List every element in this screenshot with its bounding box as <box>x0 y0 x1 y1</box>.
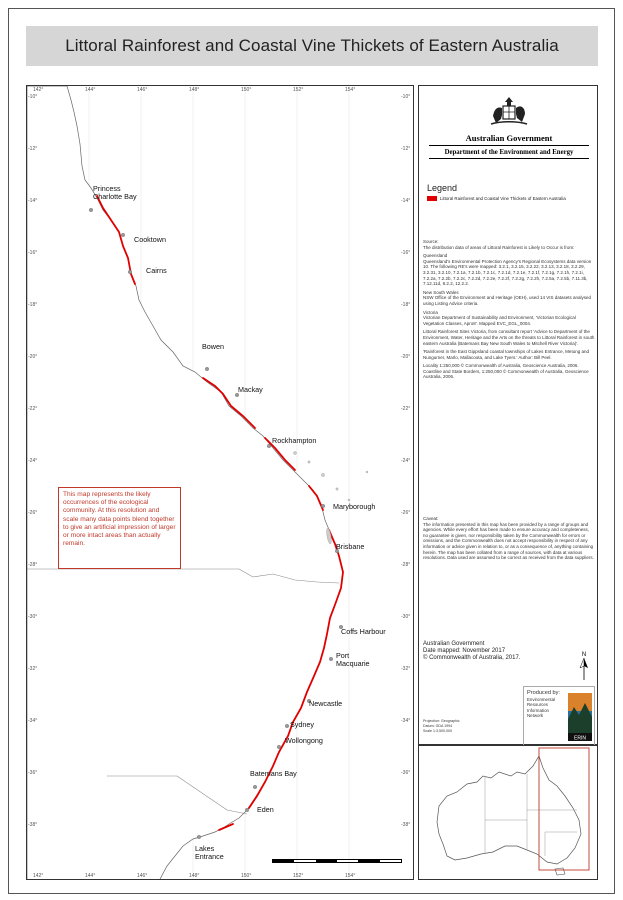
lat-tick: -22° <box>401 406 411 412</box>
lat-tick: -12° <box>28 146 38 152</box>
lat-tick: -28° <box>401 562 411 568</box>
lon-tick: 142° <box>33 873 44 879</box>
lon-tick: 148° <box>189 87 200 93</box>
place-label-eden: Eden <box>257 805 274 814</box>
lat-tick: -14° <box>28 198 38 204</box>
lat-tick: -34° <box>28 718 38 724</box>
north-label: N <box>581 652 587 658</box>
place-label-cairns: Cairns <box>146 266 167 275</box>
place-label-wollongong: Wollongong <box>285 736 323 745</box>
place-label-cooktown: Cooktown <box>134 235 166 244</box>
north-arrow <box>579 652 589 685</box>
map-note: This map represents the likely occurrences of the ecological community. At this resolution and scale many data points blend together to give an artificial impression of larger or more intact areas than actually remain. <box>58 487 181 569</box>
lon-tick: 152° <box>293 873 304 879</box>
lat-tick: -18° <box>401 302 411 308</box>
place-label-princess-charlotte-bay: Princess Charlotte Bay <box>93 184 137 201</box>
place-label-bowen: Bowen <box>202 342 224 351</box>
legend-item <box>427 196 566 201</box>
lat-tick: -32° <box>28 666 38 672</box>
lon-tick: 146° <box>137 87 148 93</box>
place-label-sydney: Sydney <box>290 720 314 729</box>
tasmania-outline <box>555 868 565 875</box>
lon-tick: 150° <box>241 87 252 93</box>
place-label-rockhampton: Rockhampton <box>272 436 317 445</box>
lon-tick: 154° <box>345 873 356 879</box>
lat-tick: -18° <box>28 302 38 308</box>
coat-of-arms-icon <box>487 94 531 126</box>
department-name: Department of the Environment and Energy <box>444 149 574 156</box>
lat-tick: -38° <box>401 822 411 828</box>
source-intro: Source: The distribution data of areas of Littoral Rainforest is Likely to Occur is from: <box>423 239 575 250</box>
government-block <box>419 94 599 156</box>
lat-tick: -20° <box>28 354 38 360</box>
place-label-port-macquarie: Port Macquarie <box>336 651 370 668</box>
lat-tick: -24° <box>401 458 411 464</box>
caveat-text: Caveat: The information presented in this map has been provided by a range of groups and agencies. While every effort has been made to ensure accuracy and completeness, no guarantee is given, nor responsibility taken by the Commonwealth for errors or omissions, and the Commonwealth does not accept responsibility in respect of any information or advice given in relation to, or as a consequence of, anything containing herein. The map has been collated from a range of sources, with data at various resolutions. Data used are assumed to be correct as received from the data suppliers. <box>423 516 594 561</box>
place-label-brisbane: Brisbane <box>336 542 365 551</box>
legend-item-label: Littoral Rainforest and Coastal Vine Thickets of Eastern Australia <box>440 196 566 201</box>
divider <box>429 158 589 159</box>
info-panel <box>418 85 598 745</box>
lat-tick: -30° <box>401 614 411 620</box>
projection-info: Projection: Geographic Datum: GDA 1994 Scale 1:3,500,000 <box>423 719 460 733</box>
lat-tick: -36° <box>401 770 411 776</box>
lon-tick: 148° <box>189 873 200 879</box>
place-label-newcastle: Newcastle <box>309 699 343 708</box>
lat-tick: -26° <box>401 510 411 516</box>
lat-tick: -10° <box>401 94 411 100</box>
map-title: Littoral Rainforest and Coastal Vine Thickets of Eastern Australia <box>65 36 559 55</box>
lat-tick: -24° <box>28 458 38 464</box>
source-queensland: Queensland Queensland's Environmental Protection Agency's Regional Ecosystems data version 10. The following RE's were mapped: 3.2.1, 3.2.15, 3.2.22, 3.2.13, 3.2.18, 3.2.29, 3.2.31, 3.2.10, 7.2.1a, 7.2.1b, 7.2.1c, 7.2.1d, 7.2.1e, 7.2.1f, 7.2.1g, 7.2.1h, 7.2.1i, 7.2.2a, 7.2.2b, 7.2.2c, 7.2.2d, 7.2.2e, 7.2.2f, 7.2.2g, 7.2.2h, 7.2.5a, 7.2.5b, 7.11.3b, 7.12.11d, 8.2.2, 12.2.2. <box>423 253 592 287</box>
lon-tick: 144° <box>85 873 96 879</box>
produced-by <box>523 686 595 746</box>
lat-tick: -22° <box>28 406 38 412</box>
erin-logo-text: ERIN <box>574 735 586 741</box>
erin-logo-icon <box>568 693 592 741</box>
scale-bar <box>272 859 402 863</box>
source-gippsland: 'Rainforest in the East Gippsland coastal townships of Lakes Entrance, Metung and Nungurner, Marlo, Mallacoota, and Lake Tyers.' Author: Bill Peel. <box>423 349 589 360</box>
map-credit: Australian Government Date mapped: November 2017 © Commonwealth of Australia, 2017. <box>423 641 521 661</box>
source-notes <box>423 239 595 383</box>
place-label-maryborough: Maryborough <box>333 502 376 511</box>
lon-tick: 146° <box>137 873 148 879</box>
lon-tick: 152° <box>293 87 304 93</box>
inset-map <box>418 745 598 880</box>
main-map <box>26 85 414 880</box>
map-canvas <box>27 86 414 880</box>
lon-tick: 142° <box>33 87 44 93</box>
source-littoral-sites: Littoral Rainforest Sites Victoria, from consultant report 'Advice to Department of the Environment, Water, Heritage and the Arts on the threats to Littoral Rainforest in south eastern Australia (Batemans Bay New South Wales to Mitchell River Victoria)'. <box>423 329 595 346</box>
lat-tick: -12° <box>401 146 411 152</box>
lat-tick: -38° <box>28 822 38 828</box>
lat-tick: -28° <box>28 562 38 568</box>
government-name: Australian Government <box>465 133 553 143</box>
lat-tick: -10° <box>28 94 38 100</box>
produced-by-org: Environmental Resources Information Network <box>527 696 556 719</box>
title-bar <box>26 26 598 66</box>
lat-tick: -26° <box>28 510 38 516</box>
lat-tick: -30° <box>28 614 38 620</box>
source-nsw: New South Wales NSW Office of the Environment and Heritage (OEH), used 14 VIS datasets analysed using Listing Advice criteria. <box>423 289 592 306</box>
lat-tick: -32° <box>401 666 411 672</box>
caveat <box>423 516 595 561</box>
source-locality: Locality 1:250,000 © Commonwealth of Australia, Geoscience Australia, 2006. Coastline and State Borders, 1:250,000 © Commonwealth of Australia, Geoscience Australia, 2006. <box>423 363 589 380</box>
lat-tick: -16° <box>28 250 38 256</box>
place-label-lakes-entrance: Lakes Entrance <box>195 844 224 861</box>
produced-by-text <box>527 691 567 719</box>
place-label-batemans-bay: Batemans Bay <box>250 769 297 778</box>
lat-tick: -14° <box>401 198 411 204</box>
australia-landmass <box>27 86 343 880</box>
lon-tick: 154° <box>345 87 356 93</box>
legend-title: Legend <box>427 183 458 193</box>
source-victoria: Victoria Victorian Department of Sustainability and Environment, 'Victorian Ecological Vegetation Classes, Apro8'. Mapped EVC_EGL_0004. <box>423 309 576 326</box>
north-arrow-icon <box>579 658 589 680</box>
lon-tick: 150° <box>241 873 252 879</box>
produced-by-label: Produced by: <box>527 690 560 696</box>
lat-tick: -20° <box>401 354 411 360</box>
place-label-coffs-harbour: Coffs Harbour <box>341 627 386 636</box>
lat-tick: -36° <box>28 770 38 776</box>
inset-canvas <box>419 746 598 880</box>
divider <box>429 145 589 146</box>
lon-tick: 144° <box>85 87 96 93</box>
place-label-mackay: Mackay <box>238 385 263 394</box>
legend-swatch <box>427 196 437 201</box>
lat-tick: -16° <box>401 250 411 256</box>
lat-tick: -34° <box>401 718 411 724</box>
